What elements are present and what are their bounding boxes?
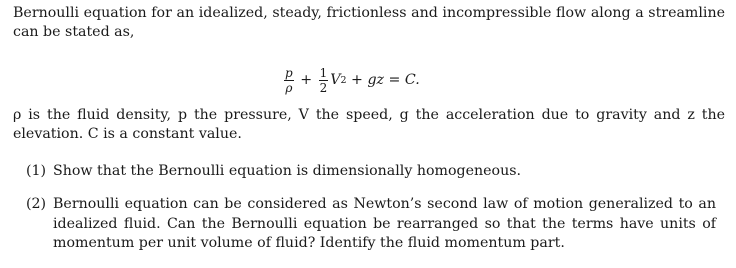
question-item — [26, 162, 716, 182]
plus-sign: + — [295, 72, 317, 88]
question-text: Show that the Bernoulli equation is dimensionally homogeneous. — [53, 163, 521, 179]
speed-symbol: V — [330, 72, 341, 88]
equation-remainder: + gz = C. — [346, 72, 420, 88]
one-half-fraction — [319, 67, 329, 94]
fraction-numerator-pressure: p — [285, 65, 293, 80]
intro-paragraph: Bernoulli equation for an idealized, steady, frictionless and incompressible flow along a streamline can be stated as, — [13, 5, 725, 40]
speed-exponent: 2 — [340, 74, 347, 86]
question-item — [26, 195, 716, 254]
fraction-denominator-density: ρ — [285, 80, 293, 95]
fraction-denominator-two: 2 — [319, 80, 328, 95]
question-number: (1) — [26, 163, 47, 179]
question-number: (2) — [26, 196, 47, 212]
fraction-numerator-one: 1 — [319, 65, 328, 80]
pressure-over-density-fraction — [284, 67, 294, 94]
bernoulli-equation — [282, 58, 420, 102]
definitions-paragraph: ρ is the fluid density, p the pressure, V the speed, g the acceleration due to gravity and z the elevation. C is a constant value. — [13, 107, 725, 142]
question-text: Bernoulli equation can be considered as Newton’s second law of motion generalized to an idealized fluid. Can the Bernoulli equation be rearranged so that the terms have units of momentum per unit volume of fluid? Identify the fluid momentum part. — [53, 196, 716, 251]
